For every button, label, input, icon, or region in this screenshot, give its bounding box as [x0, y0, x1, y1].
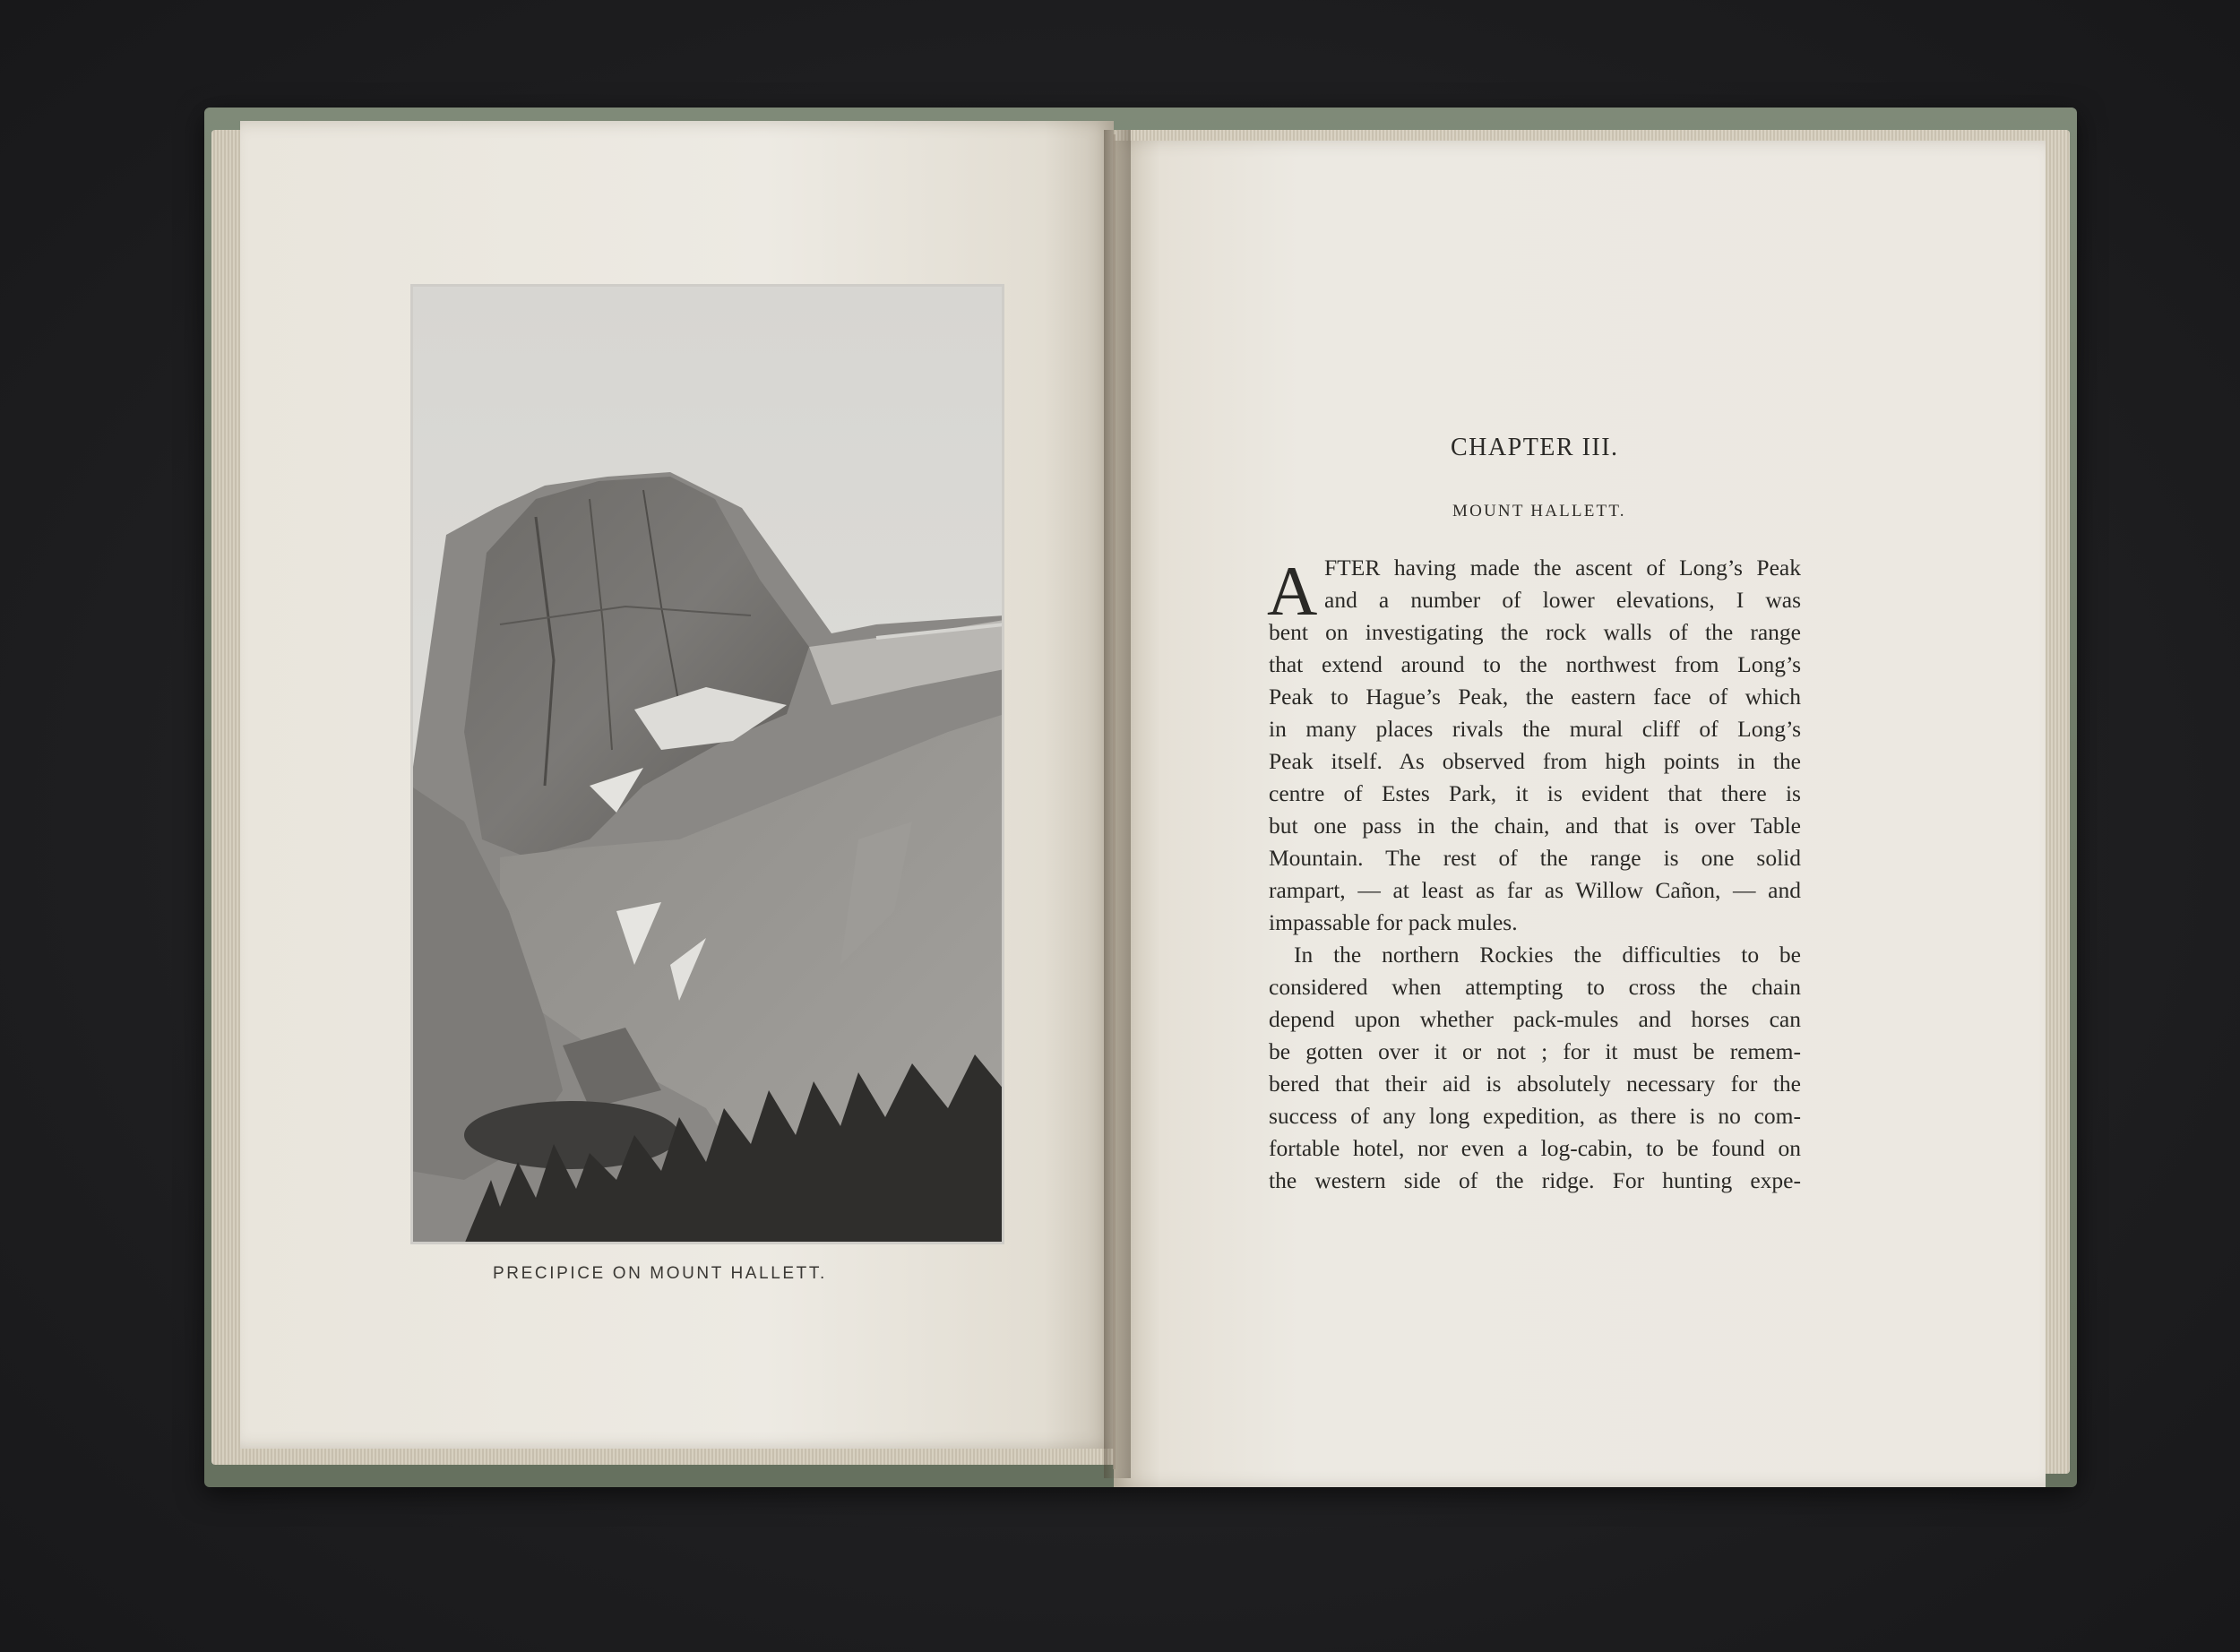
- chapter-heading: CHAPTER III.: [1451, 434, 1619, 461]
- text-line: bered that their aid is absolutely necessary for the: [1269, 1071, 1801, 1097]
- mountain-photo: [410, 284, 1004, 1244]
- text-line: Mountain. The rest of the range is one solid: [1269, 845, 1801, 871]
- text-line: considered when attempting to cross the chain: [1269, 974, 1801, 1000]
- text-line: success of any long expedition, as there is no com-: [1269, 1103, 1801, 1129]
- text-line: that extend around to the northwest from Long’s: [1269, 651, 1801, 677]
- text-line: the western side of the ridge. For hunting expe-: [1269, 1167, 1801, 1193]
- text-line: fortable hotel, nor even a log-cabin, to be found on: [1269, 1135, 1801, 1161]
- drop-cap: A: [1267, 552, 1318, 630]
- binding-thread: [1113, 134, 1116, 1469]
- photo-caption: PRECIPICE ON MOUNT HALLETT.: [493, 1264, 827, 1283]
- text-line: centre of Estes Park, it is evident that there is: [1269, 780, 1801, 806]
- text-line: be gotten over it or not ; for it must be remem-: [1269, 1038, 1801, 1064]
- text-line: Peak to Hague’s Peak, the eastern face of which: [1269, 684, 1801, 710]
- text-line: and a number of lower elevations, I was: [1324, 587, 1801, 613]
- text-line: but one pass in the chain, and that is over Table: [1269, 813, 1801, 839]
- text-line: In the northern Rockies the difficulties to be: [1294, 942, 1801, 968]
- text-line: Peak itself. As observed from high points in the: [1269, 748, 1801, 774]
- book-gutter: [1104, 130, 1131, 1478]
- text-line: FTER having made the ascent of Long’s Peak: [1324, 555, 1801, 581]
- chapter-subtitle: MOUNT HALLETT.: [1452, 502, 1626, 521]
- text-line: rampart, — at least as far as Willow Cañon, — and: [1269, 877, 1801, 903]
- text-line: bent on investigating the rock walls of the range: [1269, 619, 1801, 645]
- text-line: in many places rivals the mural cliff of Long’s: [1269, 716, 1801, 742]
- text-line: impassable for pack mules.: [1269, 909, 1518, 935]
- text-line: depend upon whether pack-mules and horses can: [1269, 1006, 1801, 1032]
- chapter-body-text: [1269, 552, 1801, 1197]
